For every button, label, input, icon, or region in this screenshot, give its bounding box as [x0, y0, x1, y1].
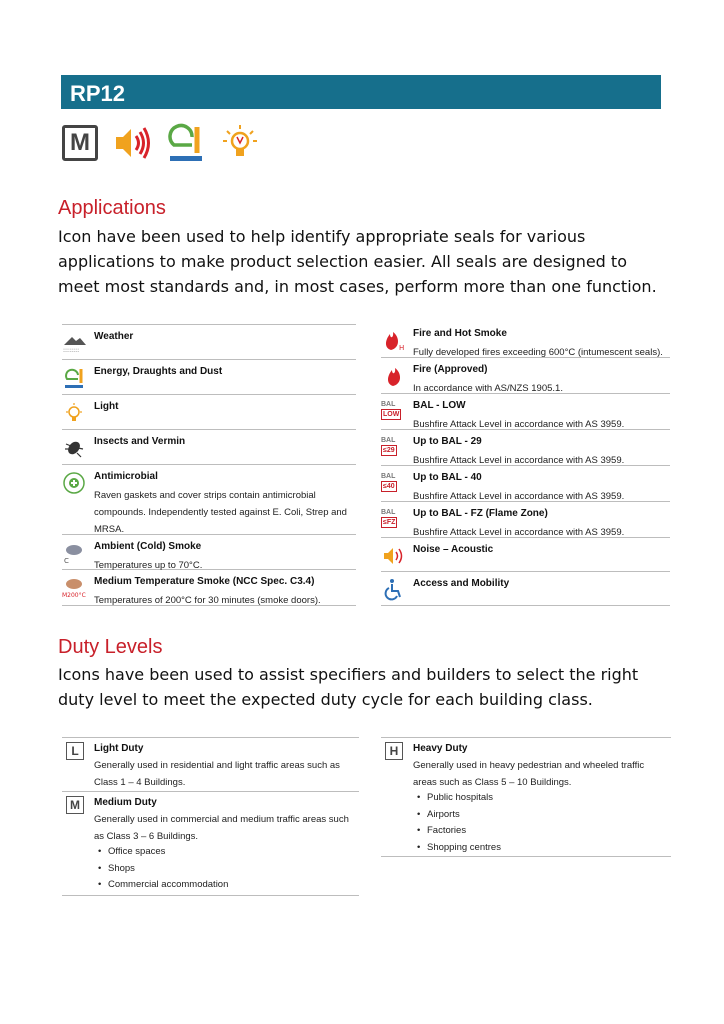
- item-label: Up to BAL - 29: [413, 436, 482, 447]
- applications-paragraph: Icon have been used to help identify appropriate seals for various applications to make product selection easier. All seals are designed to meet most standards and, in most cases, perform more than one function.: [58, 227, 657, 296]
- top-icons: [62, 124, 260, 162]
- item-label: Medium Temperature Smoke (NCC Spec. C3.4): [94, 576, 315, 587]
- heavy-duty-icon: H: [385, 742, 403, 760]
- list-item: [381, 572, 670, 606]
- list-item: [62, 430, 356, 465]
- item-desc: Bushfire Attack Level in accordance with AS 3959.: [413, 419, 625, 430]
- list-item: [62, 535, 356, 570]
- fire-icon: [381, 364, 407, 388]
- medium-smoke-icon: [62, 576, 88, 600]
- list-item: [381, 358, 670, 394]
- light-duty-icon: L: [66, 742, 84, 760]
- cold-smoke-icon: [62, 541, 88, 565]
- item-label: Energy, Draughts and Dust: [94, 366, 223, 377]
- item-desc: Temperatures of 200°C for 30 minutes (smoke doors).: [94, 595, 321, 606]
- bal-29-icon: BAL ≤29: [381, 437, 396, 454]
- list-item: [381, 322, 670, 358]
- energy-icon: [166, 123, 206, 163]
- item-desc: Bushfire Attack Level in accordance with AS 3959.: [413, 455, 625, 466]
- item-desc: Raven gaskets and cover strips contain antimicrobial compounds. Independently tested against E. Coli, Strep and MRSA.: [94, 490, 347, 535]
- bullet-list: [98, 844, 228, 894]
- list-item: [62, 570, 356, 606]
- item-desc: Generally used in heavy pedestrian and wheeled traffic areas such as Class 5 – 10 Buildings.: [413, 760, 645, 788]
- bal-low-icon: BAL LOW: [381, 401, 400, 418]
- bullet-item: • Airports: [417, 807, 501, 824]
- item-label: Up to BAL - FZ (Flame Zone): [413, 508, 548, 519]
- fire-smoke-icon: [381, 328, 407, 352]
- light-icon: [62, 401, 88, 425]
- medium-duty-icon: M: [66, 796, 84, 814]
- item-desc: Temperatures up to 70°C.: [94, 560, 203, 571]
- bal-40-icon: BAL ≤40: [381, 473, 396, 490]
- item-desc: Generally used in commercial and medium traffic areas such as Class 3 – 6 Buildings.: [94, 814, 349, 842]
- item-label: Fire (Approved): [413, 364, 488, 375]
- list-item: [62, 465, 356, 535]
- svg-text:::::::::: ::::::::: [63, 347, 80, 354]
- list-item: [62, 738, 359, 792]
- bal-fz-icon: BAL ≤FZ: [381, 509, 396, 526]
- bullet-item: • Shops: [98, 861, 228, 878]
- list-item: [62, 792, 359, 896]
- item-label: Light Duty: [94, 743, 144, 754]
- item-desc: Bushfire Attack Level in accordance with AS 3959.: [413, 491, 625, 502]
- noise-acoustic-icon: [381, 544, 407, 568]
- item-label: Insects and Vermin: [94, 436, 186, 447]
- bullet-item: • Commercial accommodation: [98, 877, 228, 894]
- item-label: Up to BAL - 40: [413, 472, 482, 483]
- ambient-badge: C: [64, 557, 69, 565]
- medium-duty-icon: M: [62, 125, 98, 161]
- item-label: Weather: [94, 331, 134, 342]
- list-item: [62, 325, 356, 360]
- light-icon: [220, 123, 260, 163]
- item-label: BAL - LOW: [413, 400, 466, 411]
- page-title: RP12: [70, 81, 126, 106]
- applications-right-table: [381, 322, 670, 606]
- item-label: Ambient (Cold) Smoke: [94, 541, 202, 552]
- list-item: [381, 738, 671, 857]
- bullet-list: [417, 790, 501, 856]
- duty-left-table: [62, 737, 359, 896]
- item-label: Medium Duty: [94, 797, 157, 808]
- title-bar: [61, 75, 661, 109]
- list-item: [381, 502, 670, 538]
- item-label: Fire and Hot Smoke: [413, 328, 507, 339]
- antimicrobial-icon: [62, 471, 88, 495]
- item-label: Heavy Duty: [413, 743, 468, 754]
- bullet-item: • Public hospitals: [417, 790, 501, 807]
- insect-icon: [62, 436, 88, 460]
- list-item: [381, 466, 670, 502]
- bullet-item: • Office spaces: [98, 844, 228, 861]
- noise-acoustic-icon: [112, 123, 152, 163]
- item-desc: Generally used in residential and light traffic areas such as Class 1 – 4 Buildings.: [94, 760, 340, 788]
- bullet-item: • Shopping centres: [417, 840, 501, 857]
- fire-badge: H: [399, 344, 405, 352]
- item-label: Access and Mobility: [413, 578, 510, 589]
- item-desc: Bushfire Attack Level in accordance with AS 3959.: [413, 527, 625, 538]
- duty-heading: Duty Levels: [58, 636, 163, 658]
- item-desc: Fully developed fires exceeding 600°C (intumescent seals).: [413, 347, 663, 358]
- bullet-item: • Factories: [417, 823, 501, 840]
- wheelchair-icon: [381, 578, 407, 602]
- list-item: [62, 395, 356, 430]
- applications-left-table: [62, 324, 356, 606]
- weather-icon: [62, 331, 88, 355]
- list-item: [62, 360, 356, 395]
- list-item: [381, 538, 670, 572]
- list-item: [381, 394, 670, 430]
- item-desc: In accordance with AS/NZS 1905.1.: [413, 383, 563, 394]
- item-label: Noise – Acoustic: [413, 544, 494, 555]
- micro-badge: M200°C: [62, 592, 86, 599]
- list-item: [381, 430, 670, 466]
- duty-right-table: [381, 737, 671, 857]
- applications-heading: Applications: [58, 197, 166, 219]
- duty-paragraph: Icons have been used to assist specifiers and builders to select the right duty level to meet the expected duty cycle for each building class.: [58, 665, 639, 709]
- energy-icon: [62, 366, 88, 390]
- item-label: Antimicrobial: [94, 471, 158, 482]
- item-label: Light: [94, 401, 119, 412]
